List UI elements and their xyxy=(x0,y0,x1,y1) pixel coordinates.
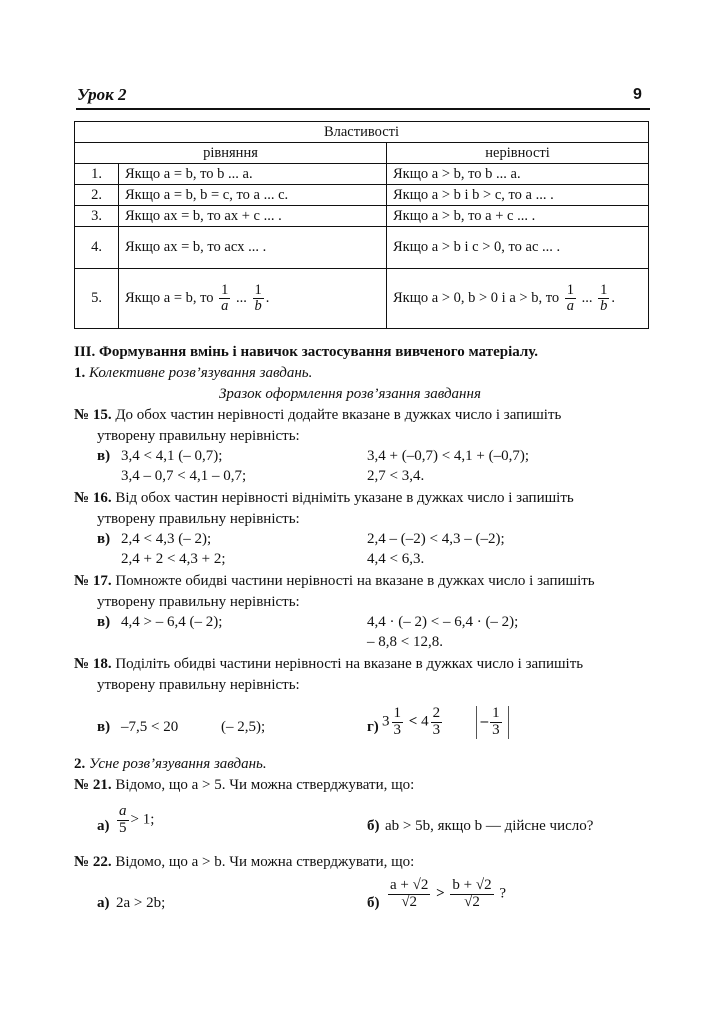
math-line: 3,4 – 0,7 < 4,1 – 0,7; xyxy=(121,468,247,484)
fraction-1-over-a: $\frac{1}{a}$ xyxy=(221,281,229,314)
fraction-1-over-b: $\frac{1}{b}$ xyxy=(600,281,608,314)
ineq-cell: Якщо a > b, то b ... a. xyxy=(387,164,649,185)
fraction: $\frac{2}{3}$ xyxy=(432,705,441,738)
ineq-cell: Якщо a > 0, b > 0 і a > b, то $\frac{1}{a}$ ... $\frac{1}{b}$ . xyxy=(387,269,649,329)
math-line: 3,4 + (–0,7) < 4,1 + (–0,7); xyxy=(367,448,530,464)
eq-cell: Якщо ax = b, то acx ... . xyxy=(119,227,387,269)
math-line: 4,4 > – 6,4 (– 2); xyxy=(121,614,223,630)
subitem-label: в) xyxy=(97,531,111,547)
math-line: (– 2,5); xyxy=(221,719,266,735)
ineq-cell: Якщо a > b, то a + c ... . xyxy=(387,206,649,227)
fraction: $\frac{a + √2}{√2}$ xyxy=(390,877,429,910)
math-line: 2a > 2b; xyxy=(116,895,166,911)
task-text: утворену правильну нерівність: xyxy=(97,511,300,527)
fraction: $\frac{a}{5}$ xyxy=(119,803,127,836)
task-16: № 16. Від обох частин нерівності відніміть указане в дужках число і запишіть xyxy=(74,490,574,506)
subitem-label: а) xyxy=(97,818,110,834)
eq-cell: Якщо ax = b, то ax + c ... . xyxy=(119,206,387,227)
math-line: 2,7 < 3,4. xyxy=(367,468,425,484)
fraction-1-over-b: $\frac{1}{b}$ xyxy=(254,281,262,314)
task-17: № 17. Помножте обидві частини нерівності на вказане в дужках число і запишіть xyxy=(74,573,595,589)
subitem-label: б) xyxy=(367,818,380,834)
eq-cell: Якщо a = b, то $\frac{1}{a}$ ... $\frac{1}{b}$ . xyxy=(119,269,387,329)
fraction-expression: $\frac{a}{5}$ > 1; xyxy=(119,803,155,836)
row-number: 5. xyxy=(75,269,119,329)
fraction: $\frac{1}{3}$ xyxy=(492,705,500,738)
subitem-label: в) xyxy=(97,448,111,464)
table-row xyxy=(75,206,649,227)
col-header-equations: рівняння xyxy=(75,143,387,164)
task-text: утворену правильну нерівність: xyxy=(97,677,300,693)
ineq-cell: Якщо a > b і b > c, то a ... . xyxy=(387,185,649,206)
lesson-header: Урок 2 xyxy=(77,85,127,104)
table-row xyxy=(75,269,649,329)
math-line: ab > 5b, якщо b — дійсне число? xyxy=(385,818,594,834)
row-number: 3. xyxy=(75,206,119,227)
item-1: 1. Колективне розв’язування завдань. xyxy=(74,365,313,381)
subitem-label: а) xyxy=(97,895,110,911)
subitem-label: в) xyxy=(97,614,111,630)
math-line: 2,4 + 2 < 4,3 + 2; xyxy=(121,551,226,567)
row-number: 2. xyxy=(75,185,119,206)
table-row xyxy=(75,227,649,269)
math-line: 4,4 · (– 2) < – 6,4 · (– 2); xyxy=(367,614,519,630)
math-line: 3,4 < 4,1 (– 0,7); xyxy=(121,448,223,464)
mixed-number-expression: 3 $\frac{1}{3}$ < 4 $\frac{2}{3}$ – $\frac{1}{3}$ xyxy=(382,706,509,739)
fraction: $\frac{1}{3}$ xyxy=(393,705,401,738)
task-15: № 15. До обох частин нерівності додайте вказане в дужках число і запишіть xyxy=(74,407,562,423)
task-18: № 18. Поділіть обидві частини нерівності на вказане в дужках число і запишіть xyxy=(74,656,584,672)
subitem-label: б) xyxy=(367,895,380,911)
task-22: № 22. Відомо, що a > b. Чи можна стверджувати, що: xyxy=(74,854,415,870)
eq-text: Якщо a = b, то xyxy=(125,289,214,306)
task-text: утворену правильну нерівність: xyxy=(97,428,300,444)
subitem-label: в) xyxy=(97,719,111,735)
divisor-bracket: – $\frac{1}{3}$ xyxy=(476,706,509,739)
ineq-text: Якщо a > 0, b > 0 і a > b, то xyxy=(393,289,560,306)
math-line: – 8,8 < 12,8. xyxy=(367,634,443,650)
math-line: 2,4 < 4,3 (– 2); xyxy=(121,531,212,547)
math-line: –7,5 < 20 xyxy=(121,719,179,735)
fraction-1-over-a: $\frac{1}{a}$ xyxy=(566,281,574,314)
sample-title: Зразок оформлення розв’язання завдання xyxy=(219,386,481,402)
table-row xyxy=(75,164,649,185)
table-title: Властивості xyxy=(75,122,649,143)
row-number: 1. xyxy=(75,164,119,185)
math-line: 2,4 – (–2) < 4,3 – (–2); xyxy=(367,531,505,547)
item-2: 2. Усне розв’язування завдань. xyxy=(74,756,267,772)
fraction: $\frac{b + √2}{√2}$ xyxy=(452,877,492,910)
task-text: утворену правильну нерівність: xyxy=(97,594,300,610)
subitem-label: г) xyxy=(367,719,379,735)
task-21: № 21. Відомо, що a > 5. Чи можна стверджувати, що: xyxy=(74,777,415,793)
section-heading: ІІІ. Формування вмінь і навичок застосування вивченого матеріалу. xyxy=(74,344,539,360)
eq-cell: Якщо a = b, b = c, то a ... c. xyxy=(119,185,387,206)
properties-table xyxy=(74,121,649,329)
radical-fraction-expression: $\frac{a + √2}{√2}$ > $\frac{b + √2}{√2}$ ? xyxy=(390,877,507,910)
col-header-inequalities: нерівності xyxy=(387,143,649,164)
header-rule xyxy=(76,108,650,110)
ineq-cell: Якщо a > b і c > 0, то ac ... . xyxy=(387,227,649,269)
page-number: 9 xyxy=(633,86,642,103)
eq-cell: Якщо a = b, то b ... a. xyxy=(119,164,387,185)
row-number: 4. xyxy=(75,227,119,269)
math-line: 4,4 < 6,3. xyxy=(367,551,425,567)
table-row xyxy=(75,185,649,206)
